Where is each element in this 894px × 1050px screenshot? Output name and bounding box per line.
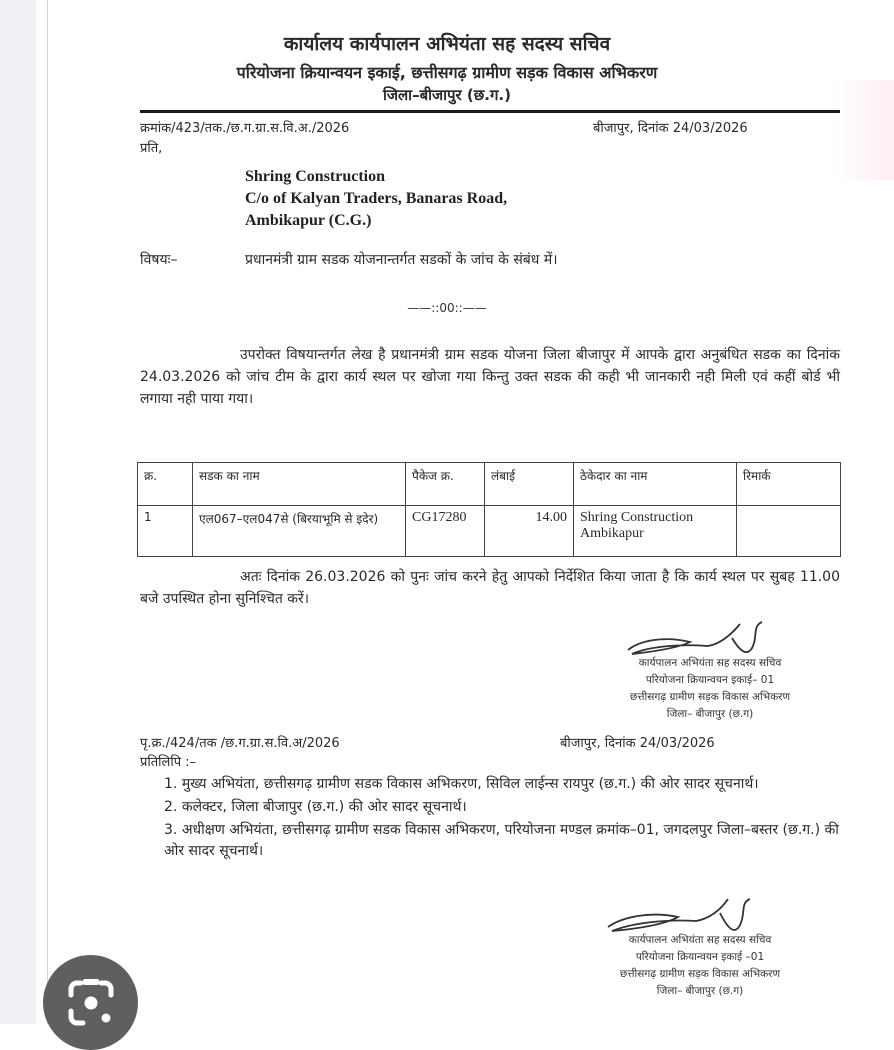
copy-reference-number: पृ.क्र./424/तक /छ.ग.ग्रा.स.वि.अ/2026 — [140, 736, 340, 751]
subject-label: विषयः– — [140, 252, 178, 268]
section-divider: ——::00::—— — [407, 301, 487, 315]
table-header-row — [138, 463, 841, 506]
header-rule — [140, 110, 840, 113]
address-line-3: Ambikapur (C.G.) — [245, 212, 372, 229]
list-item-number: 2. — [164, 799, 178, 815]
table-cell: Shring Construction Ambikapur — [574, 506, 737, 557]
signature-1-line-4: जिला– बीजापुर (छ.ग) — [666, 708, 754, 720]
list-item — [164, 820, 844, 862]
google-lens-button[interactable] — [43, 955, 138, 1050]
signature-2-line-3: छत्तीसगढ़ ग्रामीण सड़क विकास अभिकरण — [619, 968, 781, 980]
list-item-text: कलेक्टर, जिला बीजापुर (छ.ग.) की ओर सादर सूचनार्थ। — [181, 799, 467, 815]
address-line-2: C/o of Kalyan Traders, Banaras Road, — [245, 190, 508, 207]
table-header-cell: लंबाई — [485, 463, 574, 506]
paragraph-2: अतः दिनांक 26.03.2026 को पुनः जांच करने हेतु आपको निर्देशित किया जाता है कि कार्य स्थल पर सुबह 11.00 बजे उपस्थित होना सुनिश्चित करें। — [140, 569, 840, 607]
google-lens-icon — [65, 977, 117, 1029]
table-row — [138, 506, 841, 557]
signature-2-line-2: परियोजना क्रियान्वयन इकाई –01 — [635, 951, 765, 963]
office-subtitle: परियोजना क्रियान्वयन इकाई, छत्तीसगढ़ ग्रामीण सड़क विकास अभिकरण — [236, 63, 658, 82]
table-header-cell: रिमार्क — [737, 463, 841, 506]
list-item — [164, 797, 844, 818]
list-item-number: 3. — [164, 822, 178, 838]
office-district: जिला–बीजापुर (छ.ग.) — [383, 86, 511, 104]
table-cell: CG17280 — [406, 506, 485, 557]
paragraph-1: उपरोक्त विषयान्तर्गत लेख है प्रधानमंत्री ग्राम सडक योजना जिला बीजापुर में आपके द्वारा अनुबंधित सडक का दिनांक 24.03.2026 को जांच टीम के द्वारा कार्य स्थल पर खोजा गया किन्तु उक्त सडक की कही भी जानकारी नही मिली एवं कहीं बोर्ड भी लगाया नही पाया गया। — [140, 347, 840, 407]
table-cell: एल067–एल047से (बिरयाभूमि से इदेर) — [193, 506, 406, 557]
signature-1-line-1: कार्यपालन अभियंता सह सदस्य सचिव — [638, 657, 782, 669]
signature-block-2 — [565, 932, 835, 1000]
copy-to-label: प्रतिलिपि :– — [140, 755, 197, 770]
table-cell: 1 — [138, 506, 193, 557]
table-header-cell: सडक का नाम — [193, 463, 406, 506]
reference-number: क्रमांक/423/तक./छ.ग.ग्रा.स.वि.अ./2026 — [140, 121, 350, 136]
copy-recipients-list — [164, 774, 844, 864]
table-header-cell: ठेकेदार का नाम — [574, 463, 737, 506]
list-item-text: मुख्य अभियंता, छत्तीसगढ़ ग्रामीण सडक विकास अभिकरण, सिविल लाईन्स रायपुर (छ.ग.) की ओर सादर सूचनार्थ। — [181, 776, 759, 792]
table-header-cell: पैकेज क्र. — [406, 463, 485, 506]
signature-1-line-2: परियोजना क्रियान्वयन इकाई– 01 — [645, 674, 775, 686]
list-item-number: 1. — [164, 776, 178, 792]
to-label: प्रति, — [140, 141, 163, 156]
signature-2-line-1: कार्यपालन अभियंता सह सदस्य सचिव — [628, 934, 772, 946]
signature-block-1 — [585, 655, 835, 723]
address-line-1: Shring Construction — [245, 168, 386, 185]
subject-text: प्रधानमंत्री ग्राम सडक योजनान्तर्गत सडकों के जांच के संबंध में। — [245, 252, 558, 268]
roads-table — [137, 462, 841, 557]
office-title: कार्यालय कार्यपालन अभियंता सह सदस्य सचिव — [283, 33, 611, 55]
reference-date: बीजापुर, दिनांक 24/03/2026 — [593, 121, 748, 136]
table-cell: 14.00 — [485, 506, 574, 557]
list-item-text: अधीक्षण अभियंता, छत्तीसगढ़ ग्रामीण सडक विकास अभिकरण, परियोजना मण्डल क्रमांक–01, जगदलपुर जिला–बस्तर (छ.ग.) की ओर सादर सूचनार्थ। — [164, 822, 839, 859]
signature-1-line-3: छत्तीसगढ़ ग्रामीण सड़क विकास अभिकरण — [629, 691, 791, 703]
copy-reference-date: बीजापुर, दिनांक 24/03/2026 — [560, 736, 715, 751]
table-header-cell: क्र. — [138, 463, 193, 506]
signature-2-line-4: जिला– बीजापुर (छ.ग) — [656, 985, 744, 997]
list-item — [164, 774, 844, 795]
table-cell — [737, 506, 841, 557]
